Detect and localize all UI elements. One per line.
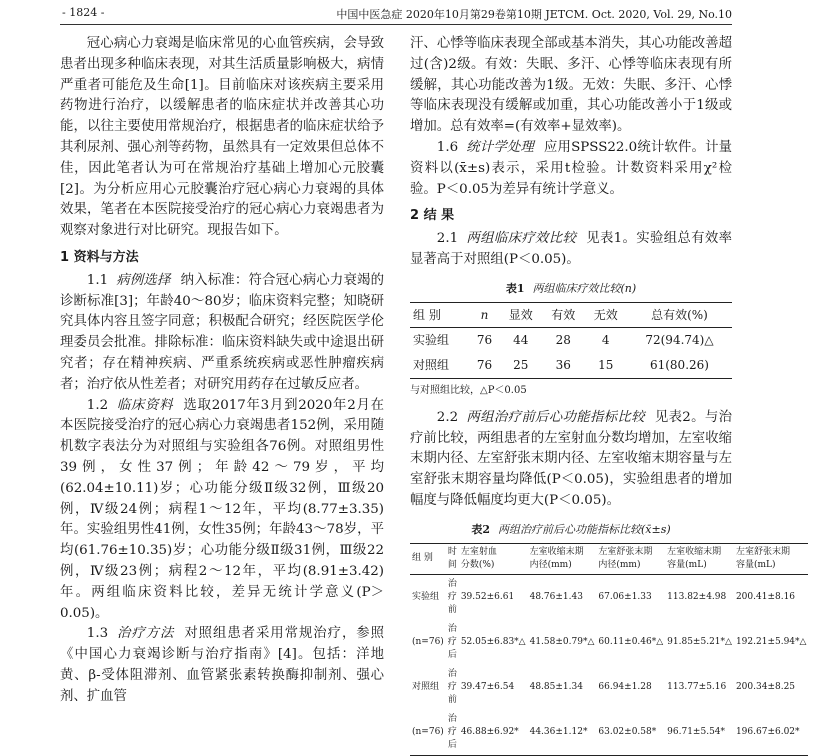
table-cell: 39.47±6.54: [460, 681, 515, 692]
table-cell: 76: [476, 358, 493, 373]
table-cell: 113.82±4.98: [667, 591, 727, 602]
table-header-cell: 左室舒张末期 内径(mm): [596, 543, 665, 574]
table-cell: 治疗前: [447, 578, 457, 615]
table-cell: 46.88±6.92*: [460, 726, 519, 737]
table-row: [410, 574, 808, 620]
table-cell: 治疗后: [447, 623, 457, 660]
table-number: 表2: [471, 522, 490, 536]
table-row: [410, 353, 732, 378]
subsection-text: 见表2。与治疗前比较，两组患者的左室射血分数均增加，左室收缩末期内径、左室舒张末期内径、左室收缩末期容量与左室舒张末期容量均降低(P＜0.05)，实验组患者的增加幅度与降低幅度均更大(P＜0.05)。: [410, 409, 733, 508]
subsection-number: 1.2: [86, 397, 109, 413]
table-cell: 67.06±1.33: [598, 591, 652, 602]
subsection-1-3: [60, 624, 384, 707]
subsection-title: 临床资料: [116, 397, 174, 413]
subsection-number: 1.1: [86, 272, 109, 288]
table-cell: 对照组: [412, 681, 440, 692]
subsection-number: 1.3: [86, 626, 109, 642]
subsection-2-2: [410, 408, 732, 512]
subsection-1-1: [60, 271, 384, 396]
table-cell: 36: [555, 358, 571, 373]
table-header-cell: 有效: [542, 302, 584, 328]
continued-paragraph: 汗、心悸等临床表现全部或基本消失，其心功能改善超过(含)2级。有效：失眠、多汗、心悸等临床表现有所缓解，其心功能改善为1级。无效：失眠、多汗、心悸等临床表现没有缓解或加重，其心功能改善小于1级或增加。总有效率=(有效率+显效率)。: [410, 36, 732, 135]
table-row: [410, 328, 732, 353]
table-cell: (n=76): [412, 726, 444, 737]
table-number: 表1: [505, 281, 525, 295]
subsection-2-1: [410, 229, 732, 271]
subsection-number: 2.1: [436, 231, 459, 247]
table-cell: 治疗前: [447, 668, 457, 705]
subsection-title: 两组治疗前后心功能指标比较: [466, 409, 645, 425]
subsection-text: 应用SPSS22.0统计软件。计量资料以(x̄±s)表示，采用t检验。计数资料采用χ²检验。P＜0.05为差异有统计学意义。: [410, 139, 733, 197]
subsection-text: 选取2017年3月到2020年2月在本医院接受治疗的冠心病心力衰竭患者152例，采用随机数字表法分为对照组与实验组各76例。对照组男性39例，女性37例；年龄42～79岁，平均(62.04±10.11)岁；心功能分级Ⅱ级32例，Ⅲ级20例，Ⅳ级24例；病程1～12年，平均(8.77±3.35)年。实验组男性41例，女性35例；年龄43～78岁，平均(61.76±10.35)岁；心功能分级Ⅱ级31例，Ⅲ级22例，Ⅳ级23例；病程2～12年，平均(8.91±3.42)年。两组临床资料比较，差异无统计学意义(P＞0.05)。: [60, 397, 385, 621]
right-column: [410, 34, 807, 756]
intro-paragraph: 冠心病心力衰竭是临床常见的心血管疾病，会导致患者出现多种临床表现，对其生活质量影响极大，病情严重者可能危及生命[1]。目前临床对该疾病主要采用药物进行治疗，以缓解患者的临床症状并改善其心功能，以往主要使用常规治疗，根据患者的临床症状给予其利尿剂、强心剂等药物，虽然具有一定效果但总体不佳，因此笔者认为可在常规治疗基础上增加心元胶囊[2]。为分析应用心元胶囊治疗冠心病心力衰竭的具体效果，笔者在本医院接受治疗的冠心病心力衰竭患者为观察对象进行对比研究。现报告如下。: [60, 36, 384, 239]
table-header-cell: 组 别: [410, 302, 469, 328]
table-cell: 39.52±6.61: [460, 591, 515, 602]
table-cell: 96.71±5.54*: [667, 726, 726, 737]
table-header-row: [410, 302, 732, 328]
table-cell: 196.67±6.02*: [735, 726, 800, 737]
table-cell: 44.36±1.12*: [529, 726, 588, 737]
table-header-cell: 时 间: [446, 543, 459, 574]
subsection-text: 纳入标准：符合冠心病心力衰竭的诊断标准[3]；年龄40～80岁；临床资料完整；知晓研究具体内容且签字同意；积极配合研究；经医院医学伦理委员会批准。排除标准：临床资料缺失或中途退出研究者；存在精神疾病、严重系统疾病或恶性肿瘤疾病者；治疗依从性差者；对研究用药存在过敏反应者。: [60, 272, 385, 392]
table-header-cell: 左室舒张末期 容量(mL): [734, 543, 809, 574]
table-cell: 实验组: [412, 591, 440, 602]
table-header-cell: 无效: [584, 302, 626, 328]
table-cell: 61(80.26): [649, 358, 709, 373]
table-cell: 76: [476, 333, 493, 348]
table-cell: 15: [598, 358, 614, 373]
subsection-title: 病例选择: [116, 272, 171, 288]
subsection-number: 1.6: [436, 139, 459, 155]
table-header-cell: 组 别: [410, 543, 446, 574]
table-2: [410, 543, 808, 756]
table-cell: 63.02±0.58*: [598, 726, 657, 737]
table-cell: 实验组: [413, 333, 450, 348]
table-header-row: [410, 543, 808, 574]
subsection-number: 2.2: [436, 409, 459, 425]
table-title: 两组治疗前后心功能指标比较(x̄±s): [498, 522, 671, 536]
table-cell: 60.11±0.46*△: [598, 636, 664, 647]
table-row: [410, 710, 808, 756]
table-title: 两组临床疗效比较(n): [532, 281, 637, 295]
table-cell: 28: [555, 333, 571, 348]
table-1-caption: [410, 279, 732, 300]
table-cell: 48.76±1.43: [529, 591, 583, 602]
table-cell: 治疗后: [447, 713, 457, 750]
table-cell: 72(94.74)△: [645, 333, 714, 348]
table-header-cell: 左室收缩末期 内径(mm): [528, 543, 597, 574]
table-cell: 200.41±8.16: [735, 591, 796, 602]
table-row: [410, 665, 808, 710]
table-cell: 91.85±5.21*△: [667, 636, 732, 647]
table-cell: (n=76): [412, 636, 444, 647]
table-cell: 41.58±0.79*△: [529, 636, 595, 647]
subsection-text: 对照组患者采用常规治疗，参照《中国心力衰竭诊断与治疗指南》[4]。包括：洋地黄、β-受体阻滞剂、血管紧张素转换酶抑制剂、强心剂、扩血管: [60, 626, 384, 704]
subsection-title: 治疗方法: [116, 626, 175, 642]
subsection-1-6: [410, 138, 732, 200]
subsection-text: 见表1。实验组总有效率显著高于对照组(P＜0.05)。: [410, 231, 732, 267]
table-cell: 4: [601, 333, 610, 348]
subsection-1-2: [60, 396, 384, 625]
journal-running-head: 中国中医急症 2020年10月第29卷第10期 JETCM. Oct. 2020, Vol. 29, No.10: [336, 8, 732, 21]
table-header-cell: 总有效(%): [627, 302, 732, 328]
table-cell: 113.77±5.16: [667, 681, 727, 692]
table-1-note: 与对照组比较，△P＜0.05: [410, 384, 527, 396]
table-2-caption: [410, 520, 732, 541]
left-column: [60, 34, 384, 708]
table-header-cell: 左室收缩末期 容量(mL): [665, 543, 734, 574]
table-cell: 52.05±6.83*△: [460, 636, 526, 647]
subsection-title: 两组临床疗效比较: [466, 231, 577, 247]
page-number: - 1824 -: [62, 6, 105, 19]
table-cell: 44: [513, 333, 529, 348]
table-header-cell: 显效: [500, 302, 542, 328]
table-cell: 192.21±5.94*△: [735, 636, 807, 647]
table-header-cell: 左室射血 分数(%): [459, 543, 528, 574]
table-cell: 200.34±8.25: [735, 681, 796, 692]
table-row: [410, 620, 808, 665]
table-cell: 48.85±1.34: [529, 681, 583, 692]
table-cell: 25: [513, 358, 529, 373]
section-1-heading: 1 资料与方法: [60, 249, 139, 265]
table-cell: 66.94±1.28: [598, 681, 652, 692]
table-cell: 对照组: [413, 358, 450, 373]
subsection-title: 统计学处理: [466, 139, 534, 155]
table-header-cell: n: [469, 302, 499, 328]
page-header: [60, 0, 732, 25]
table-1: [410, 302, 732, 379]
section-2-heading: 2 结 果: [410, 208, 455, 224]
